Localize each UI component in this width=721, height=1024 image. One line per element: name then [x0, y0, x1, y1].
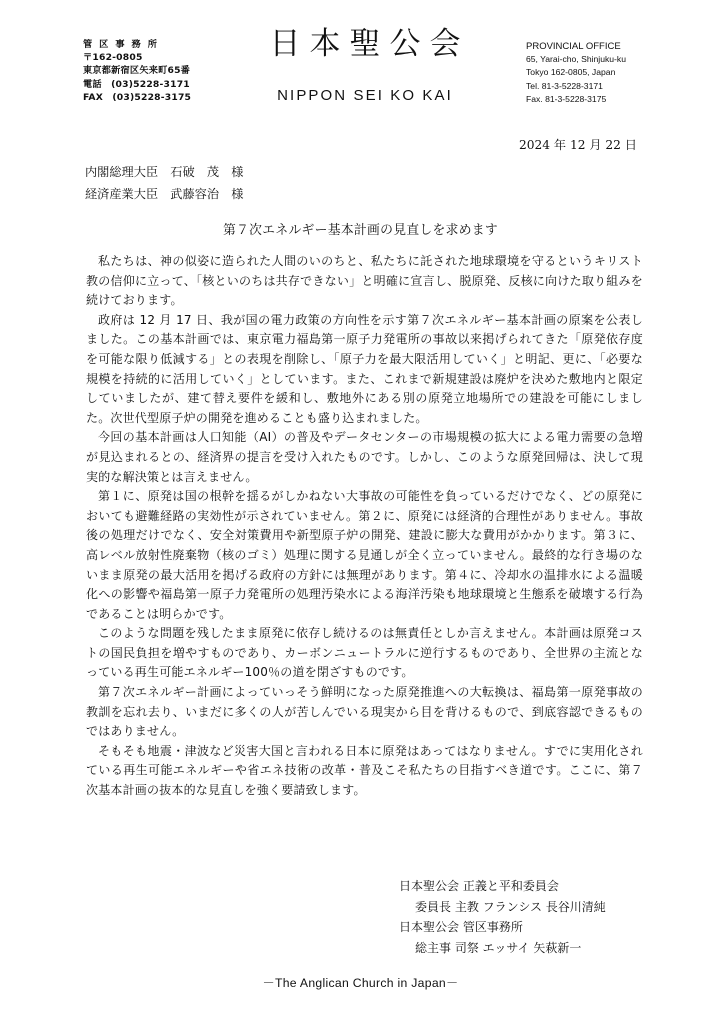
org-name-jp: 日本聖公会	[269, 26, 470, 62]
body-paragraph: 今回の基本計画は人口知能（AI）の普及やデータセンターの市場規模の拡大による電力需要の急増が見込まれるとの、経済界の提言を受け入れたものです。しかし、このような原発回帰は、決して現実的な解決策とは言えません。	[86, 430, 643, 484]
office-tel-en: Tel. 81-3-5228-3171	[526, 80, 603, 91]
body-paragraph: そもそも地震・津波など災害大国と言われる日本に原発はあってはなりません。すでに実用化されている再生可能エネルギーや省エネ技術の改革・普及こそ私たちの目指すべき道です。ここに、第７次基本計画の抜本的な見直しを強く要請致します。	[86, 743, 643, 798]
signature-org-office: 日本聖公会 管区事務所	[399, 920, 523, 934]
office-contact-jp	[83, 38, 263, 104]
office-fax: FAX (03)5228-3175	[83, 91, 192, 103]
signature-general-secretary: 総主事 司祭 エッサイ 矢萩新一	[415, 940, 582, 955]
signature-org-committee: 日本聖公会 正義と平和委員会	[399, 879, 559, 893]
letter-date: 2024 年 12 月 22 日	[519, 138, 637, 152]
body-paragraph: 政府は 12 月 17 日、我が国の電力政策の方向性を示す第７次エネルギー基本計画の原案を公表しました。この基本計画では、東京電力福島第一原子力発電所の事故以来掲げられてきた「原発依存度を可能な限り低減する」との表現を削除し、「原子力を最大限活用していく」と明記、更に、「必要な規模を持続的に活用していく」としています。また、これまで新規建設は廃炉を決めた敷地内と限定していましたが、建て替え要件を緩和し、敷地外にある別の原発立地場所での建設を可能にしました。次世代型原子炉の開発を進めることも盛り込まれました。	[86, 312, 643, 425]
letter-subject: 第７次エネルギー基本計画の見直しを求めます	[222, 223, 499, 238]
office-title-en: PROVINCIAL OFFICE	[526, 41, 621, 52]
letter-body	[86, 252, 643, 801]
postal-code: 〒162-0805	[83, 52, 143, 64]
body-paragraph: このような問題を残したまま原発に依存し続けるのは無責任としか言えません。本計画は原発コストの国民負担を増やすものであり、カーボンニュートラルに逆行するものであり、全世界の主流となっている再生可能エネルギー100％の道を閉ざすものです。	[86, 626, 643, 680]
office-phone: 電話 (03)5228-3171	[83, 78, 190, 90]
signature-block	[399, 876, 606, 958]
office-fax-en: Fax. 81-3-5228-3175	[526, 93, 607, 104]
body-paragraph: 第１に、原発は国の根幹を揺るがしかねない大事故の可能性を負っているだけでなく、どの原発においても避難経路の実効性が示されていません。第２に、原発には経済的合理性がありません。事故後の処理だけでなく、安全対策費用や新型原子炉の開発、建設に膨大な費用がかかります。第３に、高レベル放射性廃棄物（核のゴミ）処理に関する見通しが全く立っていません。最終的な行き場のないまま原発の最大活用を掲げる政府の方針には無理があります。第４に、冷却水の温排水による温暖化への影響や福島第一原子力発電所の処理汚染水による海洋汚染も地球環境と生態系を破壊する行為であることは明らかです。	[86, 489, 643, 621]
signature-chairperson: 委員長 主教 フランシス 長谷川清純	[415, 899, 606, 914]
body-paragraph: 第７次エネルギー計画によっていっそう鮮明になった原発推進への大転換は、福島第一原発事故の教訓を忘れ去り、いまだに多くの人が苦しんでいる現実から目を背けるもので、到底容認できるものではありません。	[86, 685, 643, 739]
addressee-prime-minister: 内閣総理大臣 石破 茂 様	[85, 165, 244, 179]
addressee-economy-minister: 経済産業大臣 武藤容治 様	[85, 187, 244, 201]
addressee-block	[85, 161, 243, 205]
office-address: 東京都新宿区矢来町65番	[83, 65, 191, 77]
office-city-en: Tokyo 162-0805, Japan	[526, 67, 616, 78]
office-title: 管区事務所	[83, 39, 164, 50]
office-street-en: 65, Yarai-cho, Shinjuku-ku	[526, 54, 626, 65]
office-contact-en	[526, 40, 716, 106]
letterhead-logo	[260, 24, 470, 104]
page-footer: －The Anglican Church in Japan－	[262, 976, 459, 990]
body-paragraph: 私たちは、神の似姿に造られた人間のいのちと、私たちに託された地球環境を守るというキリスト教の信仰に立って、「核といのちは共存できない」と明確に宣言し、脱原発、反核に向けた取り組みを続けております。	[86, 254, 643, 308]
org-name-en: NIPPON SEI KO KAI	[277, 87, 453, 104]
